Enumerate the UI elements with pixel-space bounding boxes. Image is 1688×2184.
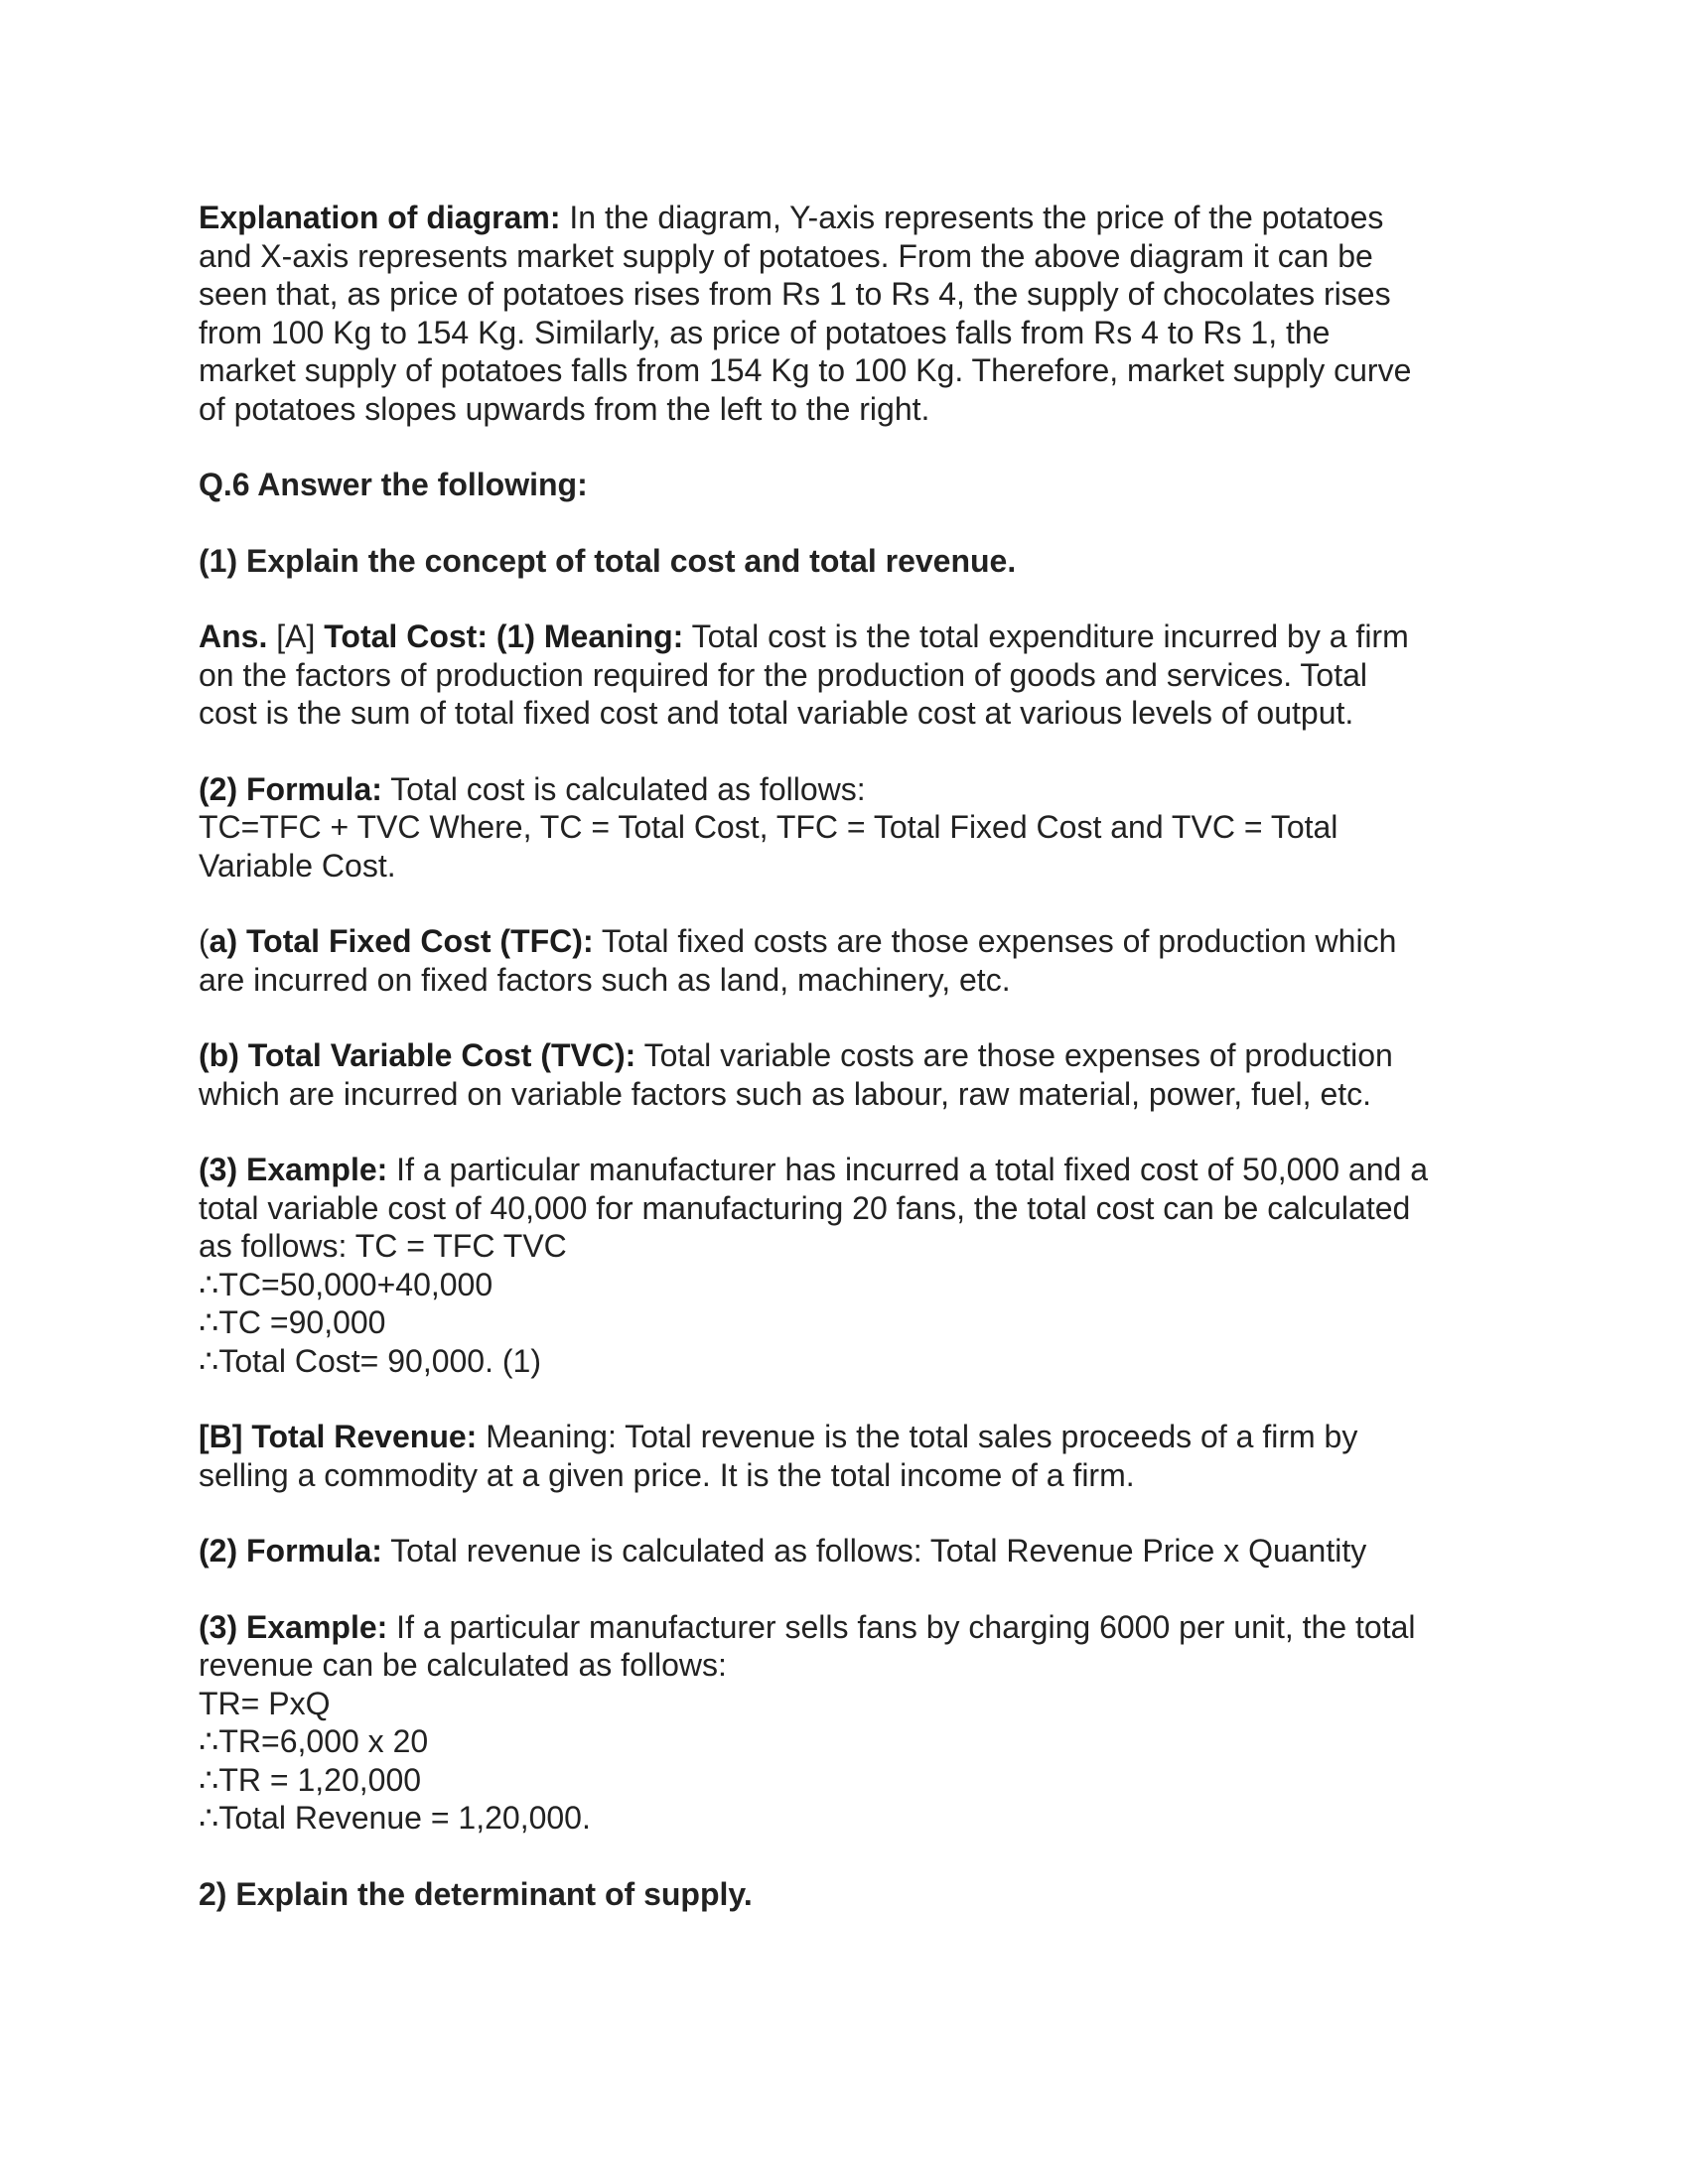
ans-label: Ans. [199,618,268,654]
example-label: (3) Example: [199,1152,388,1187]
text-line-content: Total variable costs are those expenses of production [635,1037,1393,1073]
calculation-line: ∴TR = 1,20,000 [199,1761,422,1798]
text-line: and X-axis represents market supply of potatoes. From the above diagram it can be [199,237,1373,274]
formula-label: (2) Formula: [199,1533,382,1569]
text-line [199,1418,1489,1456]
text-line [199,1151,1489,1189]
formula-label: (2) Formula: [199,770,382,807]
formula-tc-paragraph [199,770,1489,886]
text-line: revenue can be calculated as follows: [199,1647,727,1683]
text-line-content: Total cost is calculated as follows: [381,770,866,807]
paren-prefix: ( [199,923,210,959]
total-cost-label: Total Cost: (1) Meaning: [324,618,684,654]
text-line: are incurred on fixed factors such as land, machinery, etc. [199,961,1011,998]
text-line [199,199,1489,237]
tfc-label: a) Total Fixed Cost (TFC): [209,923,594,959]
text-line [199,617,1489,656]
text-line: of potatoes slopes upwards from the left to the right. [199,390,930,427]
text-line: Variable Cost. [199,847,396,884]
calculation-line: ∴TC=50,000+40,000 [199,1266,493,1302]
text-line: selling a commodity at a given price. It is the total income of a firm. [199,1456,1135,1493]
text-line-content: If a particular manufacturer has incurred a total fixed cost of 50,000 and a [387,1152,1428,1187]
text-line-content: In the diagram, Y-axis represents the price of the potatoes [560,200,1384,235]
tfc-paragraph [199,922,1489,999]
text-line: seen that, as price of potatoes rises from Rs 1 to Rs 4, the supply of chocolates rises [199,276,1391,312]
calculation-line: ∴Total Cost= 90,000. (1) [199,1342,541,1379]
text-line-content: Total fixed costs are those expenses of production which [593,923,1397,959]
subquestion-heading: (1) Explain the concept of total cost and total revenue. [199,542,1017,579]
total-revenue-label: [B] Total Revenue: [199,1419,478,1454]
text-line [199,922,1489,961]
example-tr-paragraph [199,1608,1489,1838]
document-page [199,199,1489,1913]
explanation-paragraph [199,199,1489,428]
calculation-line: ∴Total Revenue = 1,20,000. [199,1800,591,1836]
text-line [199,1036,1489,1075]
text-line: cost is the sum of total fixed cost and total variable cost at various levels of output. [199,695,1354,731]
answer-paragraph [199,617,1489,733]
calculation-line: TR= PxQ [199,1685,331,1721]
calculation-line: ∴TC =90,000 [199,1304,386,1340]
text-line: as follows: TC = TFC TVC [199,1228,567,1264]
example-tc-paragraph [199,1151,1489,1380]
text-line [199,770,1489,809]
text-line: TC=TFC + TVC Where, TC = Total Cost, TFC = Total Fixed Cost and TVC = Total [199,809,1338,845]
text-line [199,1532,1489,1570]
total-revenue-paragraph [199,1418,1489,1494]
text-line: market supply of potatoes falls from 154 Kg to 100 Kg. Therefore, market supply curve [199,352,1412,388]
explanation-label: Explanation of diagram: [199,200,561,235]
calculation-line: ∴TR=6,000 x 20 [199,1723,429,1759]
formula-tr-paragraph [199,1532,1489,1570]
text-line-content: If a particular manufacturer sells fans by charging 6000 per unit, the total [387,1608,1416,1645]
text-line: total variable cost of 40,000 for manufacturing 20 fans, the total cost can be calculated [199,1189,1411,1226]
tvc-paragraph [199,1036,1489,1113]
text-line: which are incurred on variable factors such as labour, raw material, power, fuel, etc. [199,1075,1372,1112]
text-line [199,1608,1489,1647]
example-label: (3) Example: [199,1608,388,1645]
subquestion-heading: 2) Explain the determinant of supply. [199,1875,753,1912]
text-line-content: Total cost is the total expenditure incurred by a firm [683,618,1409,654]
tvc-label: (b) Total Variable Cost (TVC): [199,1037,636,1073]
section-marker: [A] [267,618,325,654]
text-line: on the factors of production required for the production of goods and services. Total [199,656,1368,693]
text-line-content: Meaning: Total revenue is the total sales proceeds of a firm by [477,1419,1358,1454]
text-line: from 100 Kg to 154 Kg. Similarly, as price of potatoes falls from Rs 4 to Rs 1, the [199,314,1331,350]
text-line-content: Total revenue is calculated as follows: Total Revenue Price x Quantity [381,1533,1367,1569]
question-heading: Q.6 Answer the following: [199,467,588,502]
